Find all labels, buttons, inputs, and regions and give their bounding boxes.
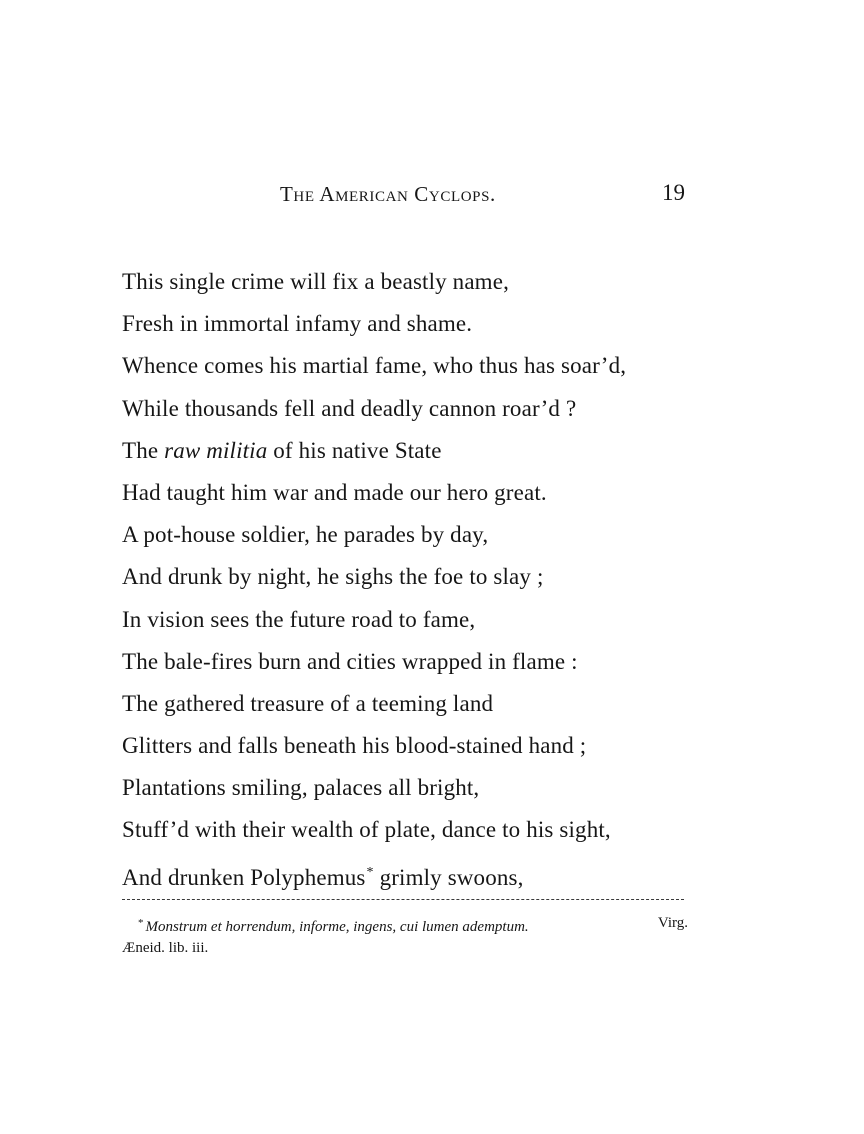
- footnote-continuation: Æneid. lib. iii.: [122, 940, 209, 956]
- verse-text: of his native State: [267, 437, 442, 463]
- verse-text: grimly swoons,: [373, 864, 524, 890]
- verse-line: Whence comes his martial fame, who thus has soar’d,: [122, 353, 627, 379]
- verse-line: While thousands fell and deadly cannon roar’d ?: [122, 395, 577, 421]
- page-number: 19: [662, 180, 685, 205]
- footnote-quote: Monstrum et horrendum, informe, ingens, cui lumen ademptum.: [145, 919, 529, 935]
- verse-line: Had taught him war and made our hero great.: [122, 479, 547, 505]
- verse-line-with-italic: [122, 435, 722, 477]
- verse-line: This single crime will fix a beastly name,: [122, 269, 509, 294]
- verse-line: Fresh in immortal infamy and shame.: [122, 311, 473, 337]
- poem-body: [122, 266, 722, 899]
- footnote-separator-rule: [122, 899, 684, 900]
- verse-text: The: [122, 437, 165, 463]
- footnote-source: Virg.: [657, 915, 688, 931]
- italic-phrase: raw militia: [164, 437, 268, 463]
- verse-line: Plantations smiling, palaces all bright,: [122, 775, 480, 801]
- running-title: The American Cyclops.: [280, 182, 496, 206]
- footnote-reference-mark: *: [366, 864, 374, 880]
- verse-text: And drunken Polyphemus: [122, 864, 366, 890]
- verse-line-with-footnote-mark: [122, 857, 722, 899]
- footnote: [122, 913, 688, 959]
- verse-line: The gathered treasure of a teeming land: [122, 690, 494, 716]
- verse-line: The bale-fires burn and cities wrapped in flame :: [122, 648, 578, 674]
- verse-line: In vision sees the future road to fame,: [122, 606, 476, 632]
- verse-line: A pot-house soldier, he parades by day,: [122, 522, 489, 548]
- verse-line: Glitters and falls beneath his blood-stained hand ;: [122, 733, 587, 759]
- running-head: [0, 182, 864, 212]
- footnote-mark: *: [138, 917, 144, 929]
- verse-line: And drunk by night, he sighs the foe to slay ;: [122, 564, 544, 590]
- verse-line: Stuff’d with their wealth of plate, dance to his sight,: [122, 817, 611, 843]
